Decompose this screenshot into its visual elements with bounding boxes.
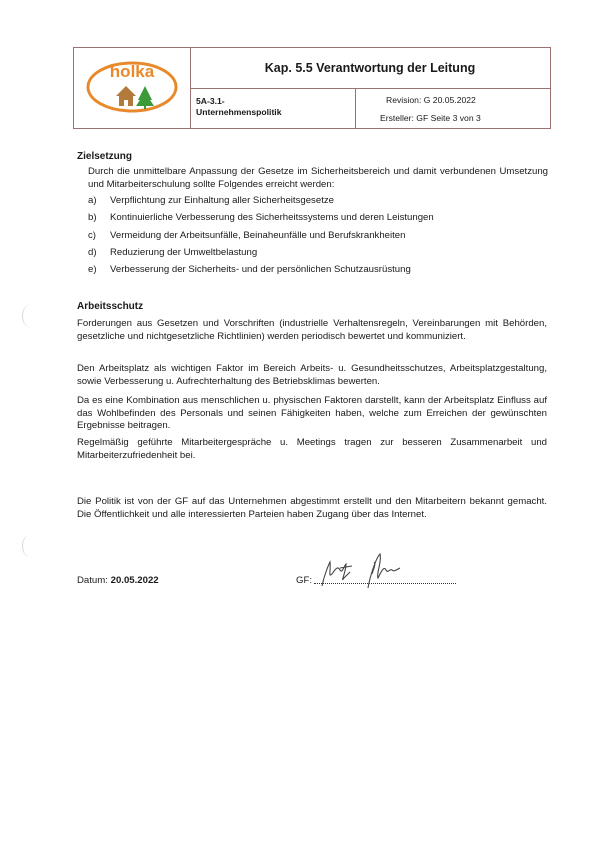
list-letter: d) (88, 246, 97, 258)
revision-cell (356, 88, 550, 128)
list-letter: b) (88, 212, 97, 224)
arbeitsschutz-paragraph: Den Arbeitsplatz als wichtigen Faktor im Bereich Arbeits- u. Gesundheitsschutzes, Arbeitsplatzgestaltung, sowie Verbesserung u. Aufrechterhaltung des Betriebsklimas bewerten. (77, 363, 547, 387)
logo-cell (74, 48, 191, 128)
list-item (88, 212, 528, 229)
doc-id: 5A-3.1- (196, 96, 225, 106)
signature-icon (310, 548, 406, 592)
holka-logo-icon (86, 56, 178, 118)
document-header (73, 47, 551, 129)
doc-id-cell (190, 88, 356, 128)
goals-list (88, 195, 528, 281)
list-text: Verpflichtung zur Einhaltung aller Sicherheitsgesetze (110, 195, 334, 206)
zielsetzung-intro: Durch die unmittelbare Anpassung der Gesetze im Sicherheitsbereich und damit verbundenen Umsetzung und Mitarbeiterschulung sollte Folgendes erreicht werden: (88, 166, 548, 190)
politik-statement: Die Politik ist von der GF auf das Unternehmen abgestimmt erstellt und den Mitarbeitern bekannt gemacht. Die Öffentlichkeit und alle interessierten Parteien haben Zugang über das Internet. (77, 496, 547, 520)
arbeitsschutz-paragraph: Regelmäßig geführte Mitarbeitergespräche u. Meetings tragen zur besseren Zusammenarbeit und Mitarbeiterzufriedenheit bei. (77, 437, 547, 461)
list-item (88, 264, 528, 281)
date-line (77, 575, 159, 586)
list-item (88, 230, 528, 247)
creator-text: Ersteller: GF Seite 3 von 3 (380, 113, 481, 123)
zielsetzung-heading: Zielsetzung (77, 151, 133, 162)
punch-hole-mark (22, 305, 37, 327)
doc-name: Unternehmenspolitik (196, 107, 282, 117)
punch-hole-mark (22, 535, 37, 557)
list-item (88, 247, 528, 264)
revision-text: Revision: G 20.05.2022 (386, 95, 476, 105)
gf-label: GF: (296, 575, 312, 586)
chapter-title: Kap. 5.5 Verantwortung der Leitung (190, 48, 550, 89)
list-letter: c) (88, 229, 96, 241)
arbeitsschutz-paragraph: Da es eine Kombination aus menschlichen u. physischen Faktoren darstellt, kann der Arbeitsplatz Einfluss auf das Wohlbefinden des Personals und seinen Fähigkeiten haben, welche zum Erreichen der gewünschten Ergebnisse beitragen. (77, 395, 547, 431)
arbeitsschutz-heading: Arbeitsschutz (77, 301, 144, 312)
list-item (88, 195, 528, 212)
list-letter: e) (88, 264, 97, 276)
logo-text: holka (109, 62, 155, 81)
arbeitsschutz-paragraph: Forderungen aus Gesetzen und Vorschriften (industrielle Verhaltensregeln, Vereinbarungen mit Behörden, gesetzliche und nichtgesetzliche Richtlinien) werden periodisch bewertet und kommuniziert. (77, 318, 547, 342)
date-label: Datum: (77, 575, 108, 586)
list-text: Verbesserung der Sicherheits- und der persönlichen Schutzausrüstung (110, 264, 411, 276)
list-text: Reduzierung der Umweltbelastung (110, 246, 258, 258)
date-value: 20.05.2022 (110, 575, 159, 586)
list-letter: a) (88, 195, 97, 206)
list-text: Kontinuierliche Verbesserung des Sicherheitssystems und deren Leistungen (110, 212, 434, 224)
list-text: Vermeidung der Arbeitsunfälle, Beinaheunfälle und Berufskrankheiten (110, 229, 406, 241)
